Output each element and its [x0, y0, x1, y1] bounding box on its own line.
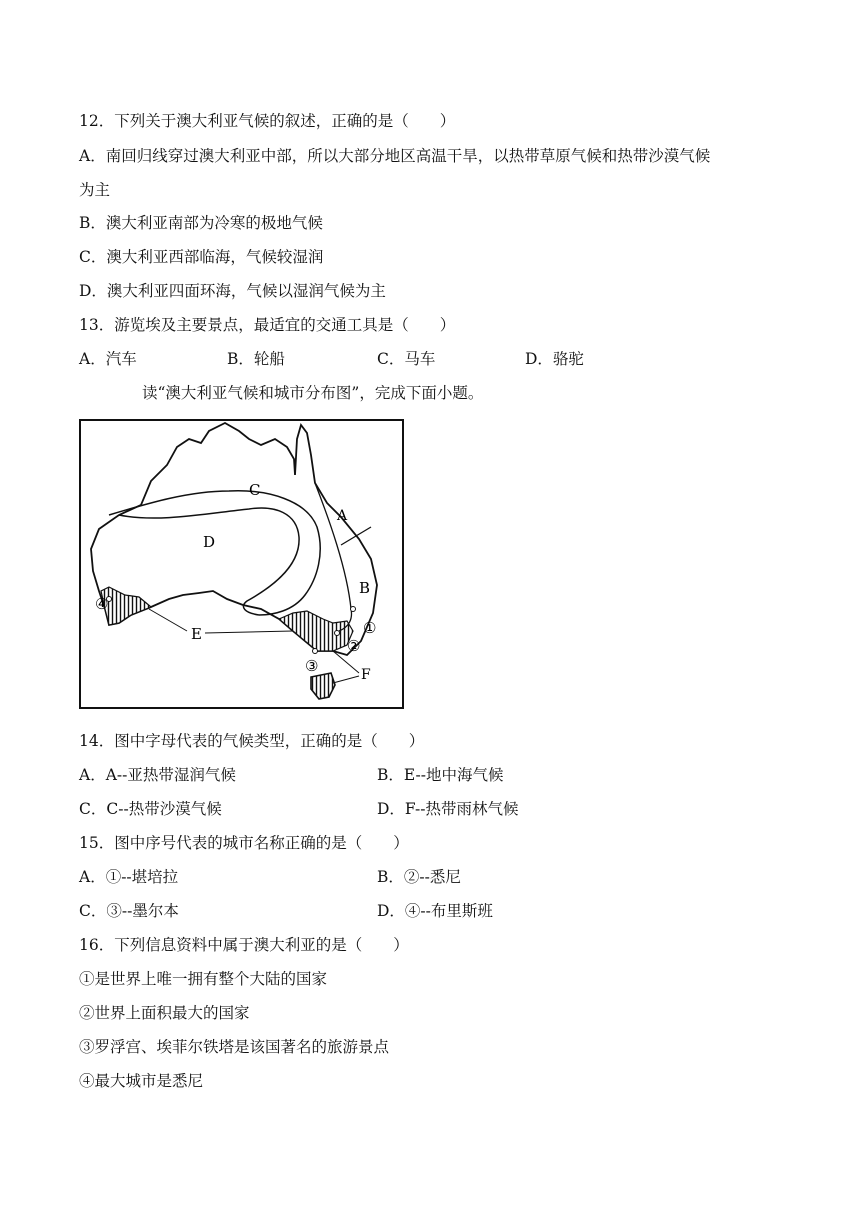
region-label-f: F [361, 667, 371, 683]
q14-option-a: A．A--亚热带湿润气候 [79, 766, 236, 784]
q12-option-a-cont: 为主 [79, 181, 111, 199]
city-dot-2 [335, 631, 340, 636]
q13-stem: 13．游览埃及主要景点，最适宜的交通工具是（ ） [79, 316, 456, 334]
q15-option-d: D．④--布里斯班 [377, 902, 493, 920]
q15-stem: 15．图中序号代表的城市名称正确的是（ ） [79, 834, 409, 852]
q12-option-b: B．澳大利亚南部为冷寒的极地气候 [79, 214, 323, 232]
q13-option-c: C．马车 [377, 350, 436, 368]
city-marker-2: ② [347, 637, 361, 655]
q14-option-b: B．E--地中海气候 [377, 766, 504, 784]
region-label-a: A [337, 508, 348, 524]
q15-options-row2 [79, 901, 779, 921]
city-marker-4: ④ [95, 595, 109, 613]
q13-option-d: D．骆驼 [525, 350, 584, 368]
region-label-b: B [359, 579, 371, 597]
q14-option-d: D．F--热带雨林气候 [377, 800, 519, 818]
q12-option-c: C．澳大利亚西部临海，气候较湿润 [79, 248, 324, 266]
q13-option-a: A．汽车 [79, 350, 137, 368]
q16-stem: 16．下列信息资料中属于澳大利亚的是（ ） [79, 936, 409, 954]
city-marker-1: ① [363, 619, 377, 637]
q16-item-4: ④最大城市是悉尼 [79, 1072, 204, 1090]
q15-option-b: B．②--悉尼 [377, 868, 461, 886]
q13-options [79, 349, 779, 369]
australia-climate-city-map [79, 419, 405, 710]
q12-option-a: A．南回归线穿过澳大利亚中部，所以大部分地区高温干旱，以热带草原气候和热带沙漠气候 [79, 147, 711, 165]
city-dot-3 [313, 649, 318, 654]
city-dot-1 [351, 607, 356, 612]
map-intro: 读“澳大利亚气候和城市分布图”，完成下面小题。 [142, 384, 484, 402]
q16-item-3: ③罗浮宫、埃菲尔铁塔是该国著名的旅游景点 [79, 1038, 390, 1056]
q16-item-1: ①是世界上唯一拥有整个大陆的国家 [79, 970, 328, 988]
q16-item-2: ②世界上面积最大的国家 [79, 1004, 250, 1022]
q14-stem: 14．图中字母代表的气候类型，正确的是（ ） [79, 732, 425, 750]
q14-options-row2 [79, 799, 779, 819]
region-label-c: C [249, 481, 261, 499]
q12-option-d: D．澳大利亚四面环海，气候以湿润气候为主 [79, 282, 386, 300]
q12-stem: 12．下列关于澳大利亚气候的叙述，正确的是（ ） [79, 112, 456, 130]
region-label-e: E [191, 625, 202, 643]
q14-options-row1 [79, 765, 779, 785]
q15-option-a: A．①--堪培拉 [79, 868, 179, 886]
region-label-d: D [203, 533, 216, 551]
q15-option-c: C．③--墨尔本 [79, 902, 179, 920]
city-marker-3: ③ [305, 657, 319, 675]
q14-option-c: C．C--热带沙漠气候 [79, 800, 222, 818]
q15-options-row1 [79, 867, 779, 887]
q13-option-b: B．轮船 [227, 350, 285, 368]
